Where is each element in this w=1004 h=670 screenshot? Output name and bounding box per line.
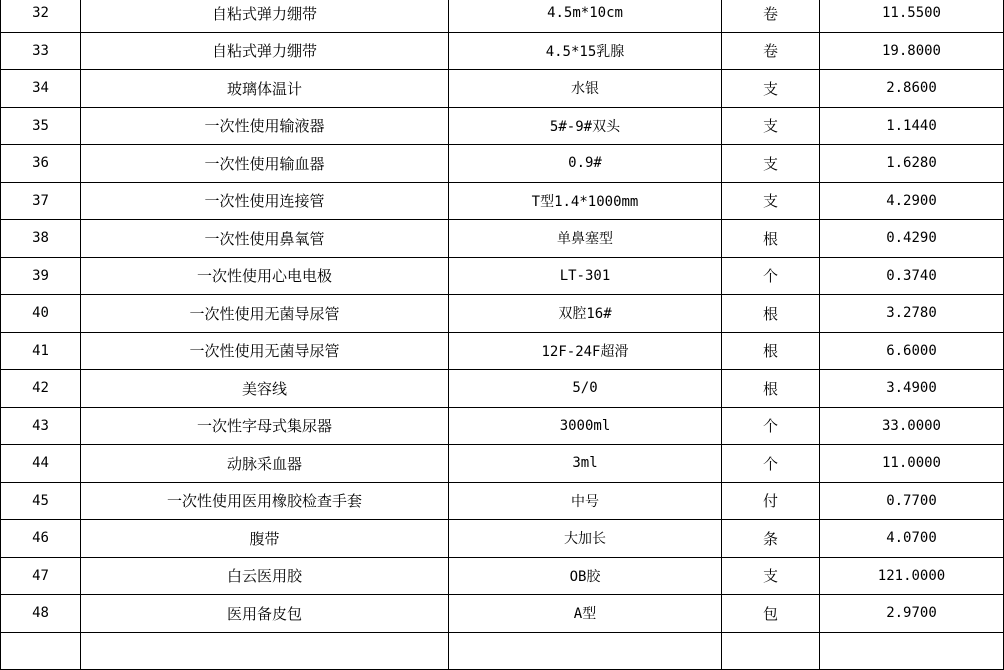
item-name: 一次性使用连接管 — [81, 182, 449, 220]
item-name-empty — [81, 632, 449, 670]
row-number: 38 — [1, 220, 81, 258]
item-unit: 卷 — [722, 32, 820, 70]
table-row-partial — [1, 632, 1004, 670]
table-row — [1, 295, 1004, 333]
item-spec: LT-301 — [449, 257, 722, 295]
item-spec: 水银 — [449, 70, 722, 108]
item-name: 一次性使用鼻氧管 — [81, 220, 449, 258]
row-number: 35 — [1, 107, 81, 145]
item-price: 3.4900 — [820, 370, 1004, 408]
item-name: 玻璃体温计 — [81, 70, 449, 108]
item-spec: 单鼻塞型 — [449, 220, 722, 258]
item-price: 6.6000 — [820, 332, 1004, 370]
item-unit: 个 — [722, 407, 820, 445]
item-name: 自粘式弹力绷带 — [81, 0, 449, 32]
item-spec: 3000ml — [449, 407, 722, 445]
item-spec: 5#-9#双头 — [449, 107, 722, 145]
row-number: 37 — [1, 182, 81, 220]
row-number: 33 — [1, 32, 81, 70]
item-name: 自粘式弹力绷带 — [81, 32, 449, 70]
table-row — [1, 70, 1004, 108]
item-price: 1.1440 — [820, 107, 1004, 145]
row-number: 43 — [1, 407, 81, 445]
row-number: 39 — [1, 257, 81, 295]
item-spec: 3ml — [449, 445, 722, 483]
item-unit: 根 — [722, 220, 820, 258]
table-row — [1, 595, 1004, 633]
item-name: 腹带 — [81, 520, 449, 558]
item-price: 19.8000 — [820, 32, 1004, 70]
table-row — [1, 520, 1004, 558]
item-unit: 支 — [722, 70, 820, 108]
item-unit: 个 — [722, 257, 820, 295]
item-unit: 支 — [722, 107, 820, 145]
table-row — [1, 0, 1004, 32]
item-unit: 支 — [722, 145, 820, 183]
row-number: 32 — [1, 0, 81, 32]
table-row — [1, 445, 1004, 483]
row-number: 36 — [1, 145, 81, 183]
item-name: 一次性字母式集尿器 — [81, 407, 449, 445]
item-spec: 0.9# — [449, 145, 722, 183]
item-spec: 4.5m*10cm — [449, 0, 722, 32]
item-spec: 大加长 — [449, 520, 722, 558]
table-row — [1, 482, 1004, 520]
item-name: 医用备皮包 — [81, 595, 449, 633]
item-unit: 根 — [722, 370, 820, 408]
item-spec: T型1.4*1000mm — [449, 182, 722, 220]
row-number: 48 — [1, 595, 81, 633]
table-row — [1, 257, 1004, 295]
row-number: 46 — [1, 520, 81, 558]
item-spec: 4.5*15乳腺 — [449, 32, 722, 70]
item-unit: 条 — [722, 520, 820, 558]
item-name: 动脉采血器 — [81, 445, 449, 483]
row-number: 45 — [1, 482, 81, 520]
table-row — [1, 107, 1004, 145]
row-number: 44 — [1, 445, 81, 483]
item-name: 一次性使用输血器 — [81, 145, 449, 183]
table-row — [1, 32, 1004, 70]
item-price: 0.3740 — [820, 257, 1004, 295]
item-name: 一次性使用无菌导尿管 — [81, 295, 449, 333]
item-price: 1.6280 — [820, 145, 1004, 183]
item-price: 121.0000 — [820, 557, 1004, 595]
table-row — [1, 332, 1004, 370]
item-spec: OB胶 — [449, 557, 722, 595]
table-body — [1, 0, 1004, 670]
table-row — [1, 557, 1004, 595]
item-unit: 卷 — [722, 0, 820, 32]
table-row — [1, 370, 1004, 408]
item-spec: 12F-24F超滑 — [449, 332, 722, 370]
item-spec: 5/0 — [449, 370, 722, 408]
item-price: 0.4290 — [820, 220, 1004, 258]
item-price: 33.0000 — [820, 407, 1004, 445]
item-unit: 根 — [722, 332, 820, 370]
row-number: 41 — [1, 332, 81, 370]
item-unit: 支 — [722, 557, 820, 595]
item-price: 4.2900 — [820, 182, 1004, 220]
item-spec: 中号 — [449, 482, 722, 520]
table-row — [1, 145, 1004, 183]
row-number-empty — [1, 632, 81, 670]
table-row — [1, 220, 1004, 258]
item-spec: A型 — [449, 595, 722, 633]
item-spec: 双腔16# — [449, 295, 722, 333]
row-number: 34 — [1, 70, 81, 108]
item-price: 2.9700 — [820, 595, 1004, 633]
row-number: 47 — [1, 557, 81, 595]
item-name: 一次性使用无菌导尿管 — [81, 332, 449, 370]
item-name: 一次性使用医用橡胶检查手套 — [81, 482, 449, 520]
item-name: 白云医用胶 — [81, 557, 449, 595]
item-unit: 个 — [722, 445, 820, 483]
item-price: 11.0000 — [820, 445, 1004, 483]
item-name: 美容线 — [81, 370, 449, 408]
item-name: 一次性使用输液器 — [81, 107, 449, 145]
row-number: 42 — [1, 370, 81, 408]
table-row — [1, 407, 1004, 445]
item-price-empty — [820, 632, 1004, 670]
table-row — [1, 182, 1004, 220]
row-number: 40 — [1, 295, 81, 333]
item-price: 3.2780 — [820, 295, 1004, 333]
item-unit: 支 — [722, 182, 820, 220]
item-name: 一次性使用心电电极 — [81, 257, 449, 295]
item-price: 2.8600 — [820, 70, 1004, 108]
item-price: 11.5500 — [820, 0, 1004, 32]
item-unit: 包 — [722, 595, 820, 633]
item-spec-empty — [449, 632, 722, 670]
item-price: 0.7700 — [820, 482, 1004, 520]
item-unit: 付 — [722, 482, 820, 520]
item-unit: 根 — [722, 295, 820, 333]
item-unit-empty — [722, 632, 820, 670]
item-price: 4.0700 — [820, 520, 1004, 558]
